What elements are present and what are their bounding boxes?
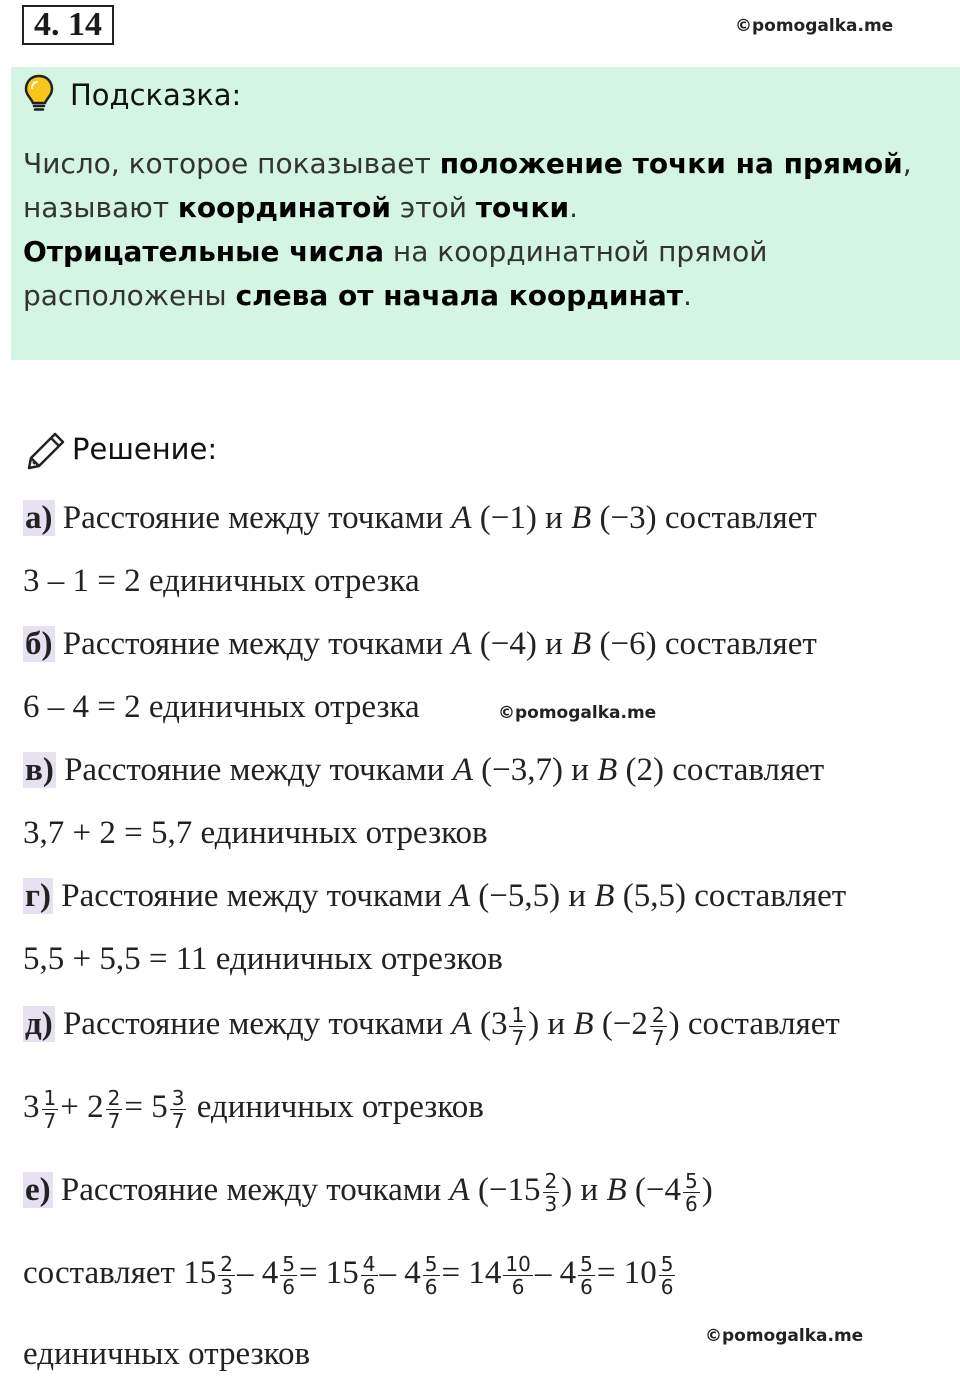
fraction: $\frac{2}{7}$ (651, 1003, 665, 1050)
fraction: $\frac{1}{7}$ (511, 1003, 525, 1050)
solution-d-line1: д) Расстояние между точками A (3 $\frac{1}{7}$ ) и B (−2 $\frac{2}{7}$ ) составляет (25, 1003, 840, 1050)
label-d: д) (25, 1006, 53, 1043)
solution-g-line2: 5,5 + 5,5 = 11 единичных отрезков (23, 941, 503, 977)
label-a: а) (25, 500, 53, 536)
label-b: б) (25, 626, 53, 662)
solution-e-line3: единичных отрезков (23, 1336, 311, 1372)
watermark-top: ©pomogalka.me (735, 16, 894, 36)
label-g: г) (25, 878, 51, 914)
watermark-middle: ©pomogalka.me (498, 703, 657, 723)
solution-e-line2: составляет 15 $\frac{2}{3}$ – 4 $\frac{5}{6}$ = 15 $\frac{4}{6}$ – 4 $\frac{5}{6}$ = 14 $\frac{10}{6}$ – 4 $\frac{5}{6}$ = 10 $\frac{5}{6}$ (23, 1252, 674, 1299)
exercise-number: 4. 14 (22, 5, 114, 45)
solution-a-line2: 3 – 1 = 2 единичных отрезка (23, 563, 420, 599)
hint-title: Подсказка: (70, 78, 242, 112)
solution-d-line2: 3 $\frac{1}{7}$ + 2 $\frac{2}{7}$ = 5 $\frac{3}{7}$ единичных отрезков (23, 1086, 484, 1133)
hint-text: Число, которое показывает положение точки на прямой, называют координатой этой точки. Отрицательные числа на координатной прямой расположены слева от начала координат. (23, 147, 912, 312)
solution-title: Решение: (72, 432, 218, 466)
label-e: е) (25, 1172, 51, 1209)
watermark-bottom: ©pomogalka.me (705, 1326, 864, 1346)
lightbulb-icon (24, 74, 54, 114)
solution-e-line1: е) Расстояние между точками A (−15 $\frac{2}{3}$ ) и B (−4 $\frac{5}{6}$ ) (25, 1169, 713, 1216)
solution-v-line2: 3,7 + 2 = 5,7 единичных отрезков (23, 815, 488, 851)
solution-g-line1: г) Расстояние между точками A (−5,5) и B (5,5) составляет (25, 878, 847, 914)
label-v: в) (25, 752, 54, 788)
solution-b-line2: 6 – 4 = 2 единичных отрезка (23, 689, 420, 725)
solution-b-line1: б) Расстояние между точками A (−4) и B (−6) составляет (25, 626, 817, 662)
solution-a-line1: а) Расстояние между точками A (−1) и B (−3) составляет (25, 500, 817, 536)
solution-v-line1: в) Расстояние между точками A (−3,7) и B (2) составляет (25, 752, 825, 788)
pencil-icon (25, 428, 67, 472)
